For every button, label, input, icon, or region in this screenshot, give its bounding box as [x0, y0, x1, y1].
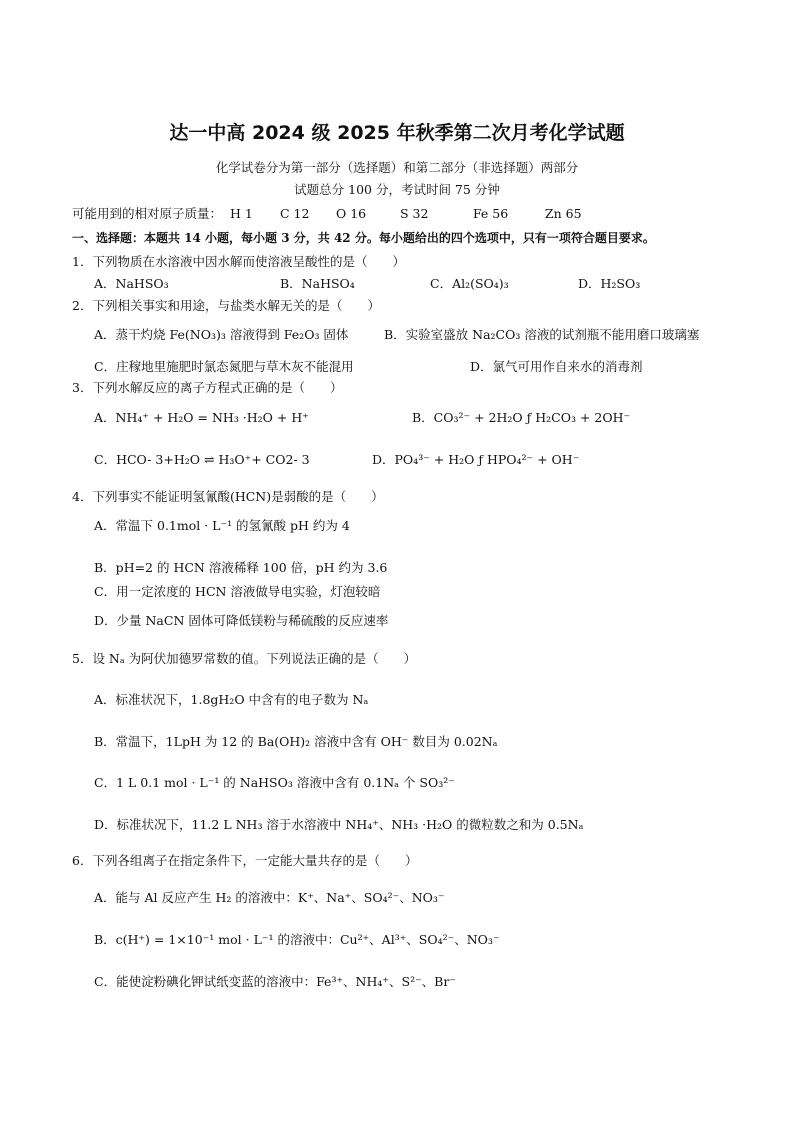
atomic-mass-item: C 12: [279, 206, 310, 221]
question-stem: 6．下列各组离子在指定条件下，一定能大量共存的是（ ）: [72, 853, 418, 868]
option-b: B．常温下，1LpH 为 12 的 Ba(OH)₂ 溶液中含有 OH⁻ 数目为 0.02Nₐ: [94, 734, 498, 749]
option-c: C．Al₂(SO₄)₃: [430, 276, 509, 291]
option-c: C．1 L 0.1 mol · L⁻¹ 的 NaHSO₃ 溶液中含有 0.1Nₐ 个 SO₃²⁻: [94, 775, 455, 790]
option-c: C．庄稼地里施肥时氯态氮肥与草木灰不能混用: [94, 359, 354, 374]
page-title: 达一中高 2024 级 2025 年秋季第二次月考化学试题: [169, 122, 625, 144]
option-d: D．标准状况下，11.2 L NH₃ 溶于水溶液中 NH₄⁺、NH₃ ·H₂O 的微粒数之和为 0.5Nₐ: [94, 817, 584, 832]
time-note: 试题总分 100 分，考试时间 75 分钟: [294, 182, 500, 197]
option-a: A．能与 Al 反应产生 H₂ 的溶液中：K⁺、Na⁺、SO₄²⁻、NO₃⁻: [94, 890, 445, 905]
question-stem: 5．设 Nₐ 为阿伏加德罗常数的值。下列说法正确的是（ ）: [72, 651, 417, 666]
option-b: B．c(H⁺) = 1×10⁻¹ mol · L⁻¹ 的溶液中：Cu²⁺、Al³⁺、SO₄²⁻、NO₃⁻: [94, 932, 500, 947]
option-b: B．NaHSO₄: [280, 276, 355, 291]
option-a: A．蒸干灼烧 Fe(NO₃)₃ 溶液得到 Fe₂O₃ 固体: [94, 327, 349, 342]
section-heading: 一、选择题：本题共 14 小题，每小题 3 分，共 42 分。每小题给出的四个选项中，只有一项符合题目要求。: [72, 231, 655, 245]
atomic-mass-line: [72, 206, 582, 222]
option-c: C．HCO- 3+H₂O ⇌ H₃O⁺+ CO2- 3: [94, 452, 310, 467]
option-c: C．能使淀粉碘化钾试纸变蓝的溶液中：Fe³⁺、NH₄⁺、S²⁻、Br⁻: [94, 974, 456, 989]
atomic-mass-item: O 16: [335, 206, 367, 221]
question-stem: 4．下列事实不能证明氢氰酸(HCN)是弱酸的是（ ）: [72, 489, 384, 504]
option-a: A．常温下 0.1mol · L⁻¹ 的氢氰酸 pH 约为 4: [94, 518, 350, 533]
question-stem: 3．下列水解反应的离子方程式正确的是（ ）: [72, 380, 343, 395]
option-b: B．CO₃²⁻ + 2H₂O ƒ H₂CO₃ + 2OH⁻: [412, 410, 631, 425]
option-d: D．PO₄³⁻ + H₂O ƒ HPO₄²⁻ + OH⁻: [372, 452, 580, 467]
question-stem: 1．下列物质在水溶液中因水解而使溶液呈酸性的是（ ）: [72, 254, 405, 269]
subtitle: 化学试卷分为第一部分（选择题）和第二部分（非选择题）两部分: [215, 160, 579, 175]
option-b: B．实验室盛放 Na₂CO₃ 溶液的试剂瓶不能用磨口玻璃塞: [384, 327, 700, 342]
option-a: A．NaHSO₃: [94, 276, 169, 291]
option-b: B．pH=2 的 HCN 溶液稀释 100 倍，pH 约为 3.6: [94, 560, 388, 575]
option-a: A．NH₄⁺ + H₂O = NH₃ ·H₂O + H⁺: [94, 410, 309, 425]
option-c: C．用一定浓度的 HCN 溶液做导电实验，灯泡较暗: [94, 584, 381, 599]
atomic-mass-item: H 1: [230, 206, 253, 221]
atomic-mass-item: Fe 56: [472, 206, 509, 221]
atomic-mass-item: Zn 65: [544, 206, 582, 221]
atomic-mass-item: S 32: [399, 206, 429, 221]
atomic-mass-label: 可能用到的相对原子质量：: [72, 206, 223, 221]
option-a: A．标准状况下，1.8gH₂O 中含有的电子数为 Nₐ: [94, 692, 369, 707]
option-d: D．少量 NaCN 固体可降低镁粉与稀硫酸的反应速率: [94, 613, 389, 628]
option-d: D．H₂SO₃: [578, 276, 641, 291]
question-stem: 2．下列相关事实和用途，与盐类水解无关的是（ ）: [72, 298, 380, 313]
option-d: D．氯气可用作自来水的消毒剂: [470, 359, 643, 374]
